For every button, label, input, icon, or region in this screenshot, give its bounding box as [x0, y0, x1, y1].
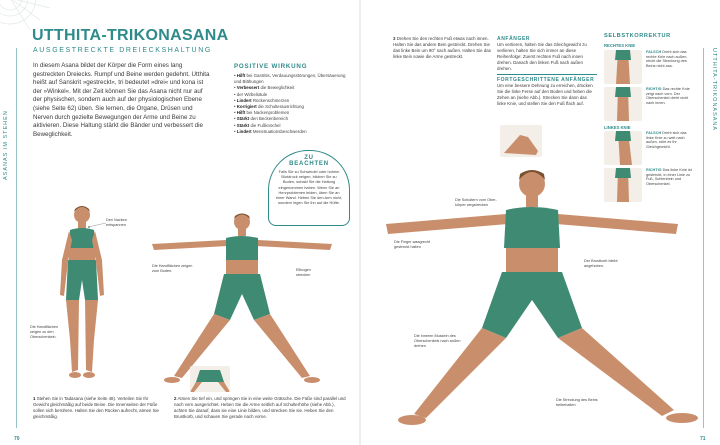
- step-2-text: Atmen Sie tief ein, und springen Sie in eine weite Grätsche. Die Füße sind parallel und nach vorn ausgerichtet. Heben Sie die Arme seitlich auf Schulterhöhe (siehe Abb.), achten Sie darauf, dass sie eine Linie bilden, und strecken Sie sie. Heben Sie den Brustkorb, und schauen Sie gerade nach vorne.: [174, 396, 346, 419]
- effects-item: • Stärkt die Fußknöchel: [234, 122, 281, 128]
- step-3-text: Drehen Sie den rechten Fuß etwas nach innen. Halten Sie das andere Bein gestreckt. Drehen Sie das linke Bein um 90° nach außen. Halten Sie das linke Bein sowie die Arme gestreckt.: [393, 36, 491, 59]
- right-knee-right-desc: Das rechte Knie zeigt nach vorn. Der Oberschenkel dreht nicht nach innen.: [646, 87, 690, 105]
- effects-item-text: bei Gastritis, Verdauungsstörungen, Übersäuerung und Blähungen: [234, 73, 346, 85]
- right-knee-wrong-photo: [604, 50, 642, 84]
- effects-item: • Korrigiert die Schulterausrichtung: [234, 104, 304, 110]
- right-knee-right-text: [646, 87, 694, 105]
- left-knee-wrong-text: [646, 131, 694, 149]
- effects-item-keyword: Lindert: [236, 128, 252, 134]
- callout-fingers: Die Finger waagrecht gestreckt halten: [394, 240, 431, 249]
- page-title: UTTHITA-TRIKONASANA: [32, 27, 229, 44]
- intro-text: In diesem Asana bildet der Körper die Form eines lang gestreckten Dreiecks. Rumpf und Beine werden gedehnt. Utthita heißt auf Sanskrit »gestreckt«, tri bedeutet »drei« und kona ist der »Winkel«. Mit der Zeit können Sie das Asana nicht nur auf der physischen, sondern auch auf der physiologischen Ebene (siehe Seite 62) üben. Sie lernen, die Organe, Drüsen und Nerven durch gezielte Bewegungen der Arme und Beine zu aktivieren. Diese Haltung stärkt die Bänder und verbessert die Beweglichkeit.: [33, 62, 210, 138]
- effects-item: • Hilft bei Gastritis, Verdauungsstörungen, Übersäuerung und Blähungen: [234, 73, 346, 85]
- effects-item: • Lindert Rückenschmerzen: [234, 97, 290, 103]
- callout-inner-thigh: Die inneren Muskeln des Oberschenkels nach außen drehen: [414, 334, 461, 348]
- effects-item-text: den Beckenbereich: [249, 116, 289, 122]
- right-knee-wrong-text: [646, 50, 694, 68]
- right-knee-label: RECHTES KNIE: [604, 43, 636, 48]
- right-knee-right-photo: [604, 87, 642, 121]
- advanced-title: FORTGESCHRITTENE ANFÄNGER: [497, 77, 595, 83]
- step-3-number: 3: [393, 36, 396, 41]
- effects-item-text: die Fußknöchel: [249, 122, 281, 128]
- effects-item-text: der Wirbelsäule: [236, 91, 268, 97]
- callout-palms-thighs: Die Handflächen zeigen zu den Oberschenkeln.: [30, 325, 59, 339]
- left-knee-right-desc: Das linke Knie ist gestreckt, in einer Linie zu Fuß, Schienbein und Oberschenkel.: [646, 168, 692, 186]
- caution-title-1: ZU: [304, 155, 314, 161]
- beginner-text: Um vertieren, halten Sie das Gleichgewicht zu verlieren, halten Sie sich immer an diese Reihenfolge: Zuerst rechten Fuß nach innen drehen. Danach den linken Fuß nach außen drehen.: [497, 42, 587, 71]
- left-knee-wrong-desc: Dreht sich das linke Knie zu weit nach außen, stört es Ihr Gleichgewicht.: [646, 131, 687, 149]
- effects-item: • Hilft bei Nackenproblemen: [234, 110, 290, 116]
- page-subtitle: AUSGESTRECKTE DREIECKSHALTUNG: [33, 47, 212, 54]
- effects-item-keyword: Hilft: [236, 110, 246, 116]
- page-number-right: 71: [700, 436, 706, 442]
- beginner-title: ANFÄNGER: [497, 36, 531, 42]
- step-1-text: Stehen Sie in Tadasana (siehe Seite 48). Verteilen Sie Ihr Gewicht gleichmäßig auf beide Beine. Die Innenseiten der Füße sollen sich berühren. Halten Sie den Rücken aufrecht, atmen Sie gleichmäßig.: [33, 396, 159, 419]
- correction-title: SELBSTKORREKTUR: [604, 33, 671, 39]
- beginner-box: [497, 36, 597, 107]
- effects-item: • Verbessert die Beweglichkeit: [234, 85, 295, 91]
- right-spine-label: UTTHITA-TRIKONASANA: [711, 48, 717, 132]
- effects-box: [234, 63, 349, 135]
- right-knee-wrong-desc: Dreht sich das rechte Knie nach außen, reicht die Streckung des Beins nicht aus.: [646, 50, 688, 68]
- effects-item-text: die Schulterausrichtung: [256, 104, 304, 110]
- page-number-left: 70: [14, 436, 20, 442]
- effects-item-keyword: Korrigiert: [236, 104, 257, 110]
- effects-item: • Stärkt den Beckenbereich: [234, 116, 289, 122]
- effects-item-text: bei Nackenproblemen: [245, 110, 290, 116]
- step-1: [33, 396, 163, 420]
- left-spine-rule: [16, 48, 17, 428]
- figure-wide-stance: [142, 210, 342, 392]
- effects-item-text: Menstruationsbeschwerden: [251, 128, 307, 134]
- left-knee-label: LINKES KNIE: [604, 125, 631, 130]
- step-3: [393, 36, 493, 60]
- callout-line-neck: [88, 222, 108, 228]
- callout-hands-floor: Die Handflächen zeigen zum Boden.: [152, 264, 193, 273]
- right-knee-right-label: RICHTIG: [646, 87, 662, 91]
- effects-list: [234, 73, 349, 135]
- effects-item-keyword: Stärkt: [236, 122, 250, 128]
- effects-item-keyword: Verbessert: [236, 85, 260, 91]
- feet-thumbnail: [190, 366, 230, 392]
- caution-title-2: BEACHTEN: [289, 161, 329, 167]
- left-spine-label: ASANAS IM STEHEN: [3, 110, 9, 180]
- callout-chest: Der Brustkorb bleibt angehoben.: [584, 259, 618, 268]
- left-knee-wrong-label: FALSCH: [646, 131, 662, 135]
- effects-title: POSITIVE WIRKUNG: [234, 63, 308, 70]
- callout-shoulders: Die Schultern vom Ober-körper wegstrecken: [455, 198, 497, 207]
- callout-neck: Den Nacken entspannen: [106, 218, 127, 227]
- effects-item: • Lindert Menstruationsbeschwerden: [234, 128, 307, 134]
- step-2-number: 2: [174, 396, 177, 401]
- effects-item-keyword: Hilft: [236, 73, 246, 78]
- callout-elbows: Ellbogen strecken: [296, 268, 311, 277]
- effects-item-text: die Beweglichkeit: [259, 85, 295, 91]
- effects-item-keyword: Lindert: [236, 97, 252, 103]
- right-knee-wrong-label: FALSCH: [646, 50, 662, 54]
- advanced-text: Um eine bessere Dehnung zu erreichen, drücken Sie die linke Ferse auf den Boden und heben die Zehen an (siehe Abb.). Strecken Sie dann das linke Knie, und stellen Sie den Fuß flach auf.: [497, 83, 593, 106]
- left-knee-wrong-photo: [604, 131, 642, 165]
- caution-text: Falls Sie zu Schwindel oder hohem Blutdruck neigen, blicken Sie zu Boden, sobald Sie die Haltung eingenommen haben. Wenn Sie an Herzproblemen leiden, üben Sie an einer Wand. Heben Sie den Arm nicht, sondern legen Sie ihn auf die Hüfte.: [275, 169, 343, 206]
- beginner-rule: [497, 74, 597, 75]
- right-spine-rule: [703, 48, 704, 428]
- foot-thumbnail: [500, 125, 542, 157]
- callout-leg-stretch: Die Streckung des Beins beibehalten: [556, 398, 598, 407]
- left-knee-right-label: RICHTIG: [646, 168, 662, 172]
- step-1-number: 1: [33, 396, 36, 401]
- effects-item-text: Rückenschmerzen: [251, 97, 290, 103]
- figure-tadasana: [52, 200, 112, 392]
- figure-trikonasana-prep: [382, 168, 702, 438]
- effects-item: • der Wirbelsäule: [234, 91, 268, 97]
- effects-item-keyword: Stärkt: [236, 116, 250, 122]
- step-2: [174, 396, 349, 420]
